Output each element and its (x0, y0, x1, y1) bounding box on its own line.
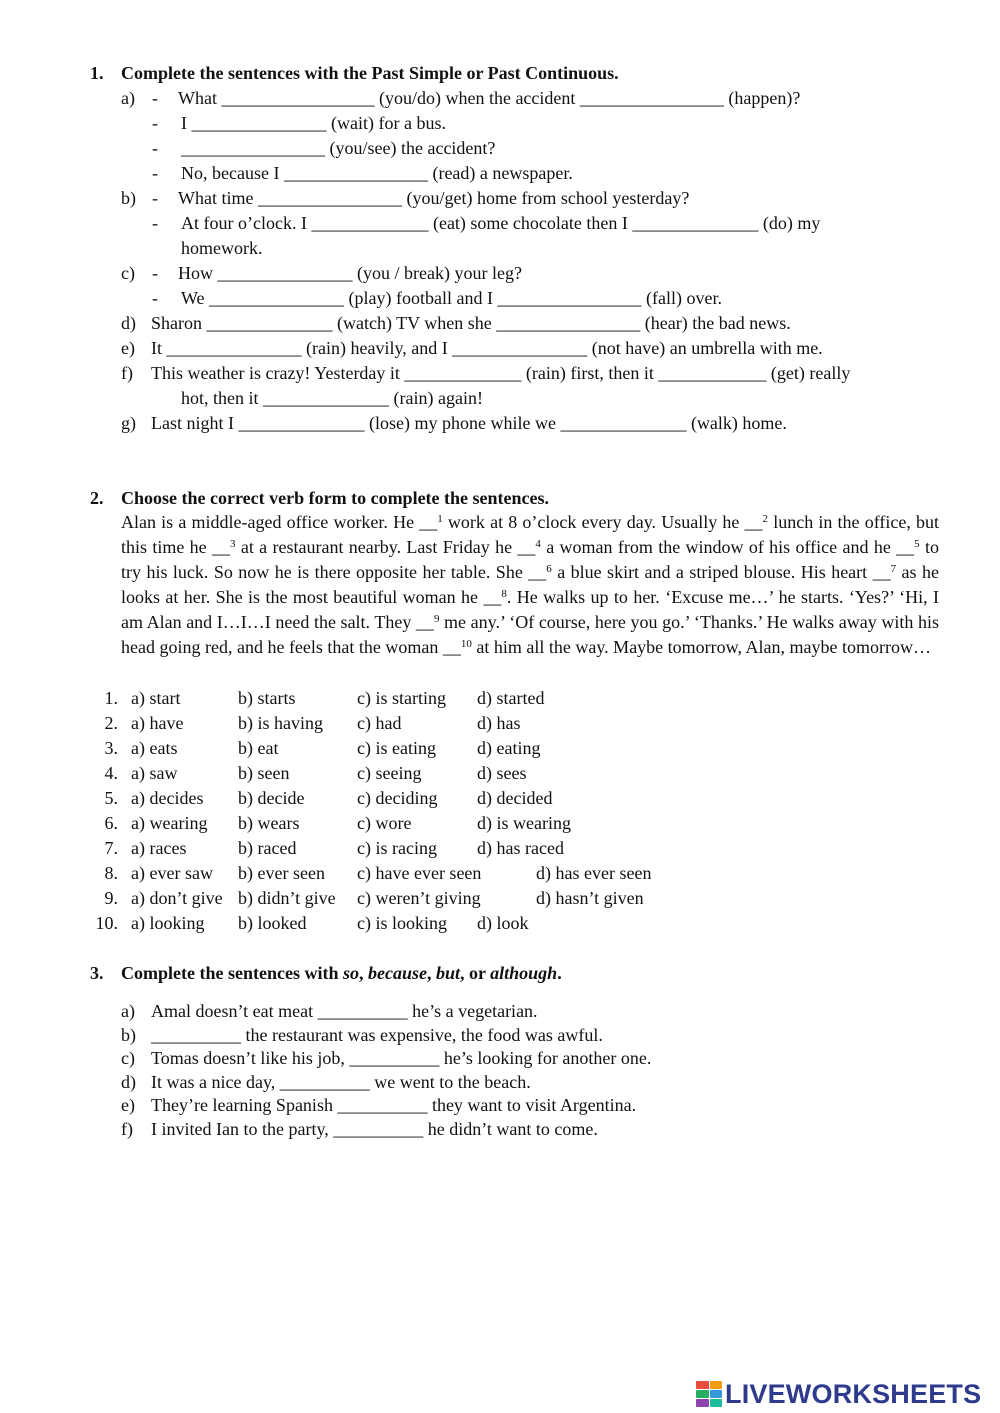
option-c: c) wore (357, 813, 412, 833)
exercise-sentence: It was a nice day, __________ we went to the beach. (151, 1072, 531, 1092)
question-number: 1. (104, 688, 118, 708)
bullet-dash: - (152, 288, 158, 308)
option-row (0, 737, 1000, 759)
exercise-label: g) (121, 413, 136, 433)
option-b: b) looked (238, 913, 307, 933)
option-a: a) races (131, 838, 187, 858)
option-row (0, 762, 1000, 784)
exercise-sentence: Last night I ______________ (lose) my phone while we ______________ (walk) home. (151, 413, 787, 433)
exercise-sentence: Tomas doesn’t like his job, __________ he’s looking for another one. (151, 1048, 652, 1068)
exercise-sentence: This weather is crazy! Yesterday it _____________ (rain) first, then it ____________ (get) really (151, 363, 851, 383)
option-b: b) raced (238, 838, 297, 858)
option-c: c) is looking (357, 913, 447, 933)
exercise-sentence: We _______________ (play) football and I ________________ (fall) over. (181, 288, 722, 308)
passage-text: a blue skirt and a striped blouse. His heart __ (551, 562, 891, 582)
liveworksheets-mark-icon (696, 1381, 722, 1407)
option-row (0, 712, 1000, 734)
option-a: a) decides (131, 788, 204, 808)
exercise-sentence: No, because I ________________ (read) a newspaper. (181, 163, 573, 183)
option-c: c) deciding (357, 788, 438, 808)
passage-text: me any.’ ‘Of course, here you go.’ ‘Thanks.’ He walks away with his head going red, and he feels that the woman __ (121, 612, 939, 657)
option-d: d) hasn’t given (536, 888, 644, 908)
passage-text: lunch in the office, but this time he __ (121, 512, 940, 557)
logo-mark-cell (696, 1381, 709, 1389)
question-number: 7. (104, 838, 118, 858)
liveworksheets-logo (696, 1379, 981, 1409)
option-c: c) weren’t giving (357, 888, 481, 908)
option-c: c) have ever seen (357, 863, 482, 883)
option-row (0, 837, 1000, 859)
option-d: d) is wearing (477, 813, 571, 833)
exercise-label: f) (121, 1119, 133, 1139)
title-text: , or (459, 963, 491, 983)
question-number: 10. (95, 913, 118, 933)
passage-text: Alan is a middle-aged office worker. He __ (121, 512, 438, 532)
option-d: d) has (477, 713, 521, 733)
exercise-label: f) (121, 363, 133, 383)
option-d: d) started (477, 688, 545, 708)
option-a: a) don’t give (131, 888, 223, 908)
title-keyword: because (367, 963, 427, 983)
exercise-sentence: It _______________ (rain) heavily, and I _______________ (not have) an umbrella with me. (151, 338, 823, 358)
title-text: , (358, 963, 368, 983)
passage-text: at a restaurant nearby. Last Friday he __ (235, 537, 536, 557)
option-d: d) has raced (477, 838, 564, 858)
question-number: 9. (104, 888, 118, 908)
bullet-dash: - (152, 163, 158, 183)
exercise-sentence: How _______________ (you / break) your leg? (178, 263, 522, 283)
exercise-label: b) (121, 188, 136, 208)
bullet-dash: - (152, 213, 158, 233)
title-keyword: so (342, 963, 359, 983)
option-row (0, 812, 1000, 834)
exercise-sentence: What _________________ (you/do) when the accident ________________ (happen)? (178, 88, 801, 108)
option-b: b) didn’t give (238, 888, 336, 908)
logo-mark-cell (710, 1399, 723, 1407)
option-a: a) wearing (131, 813, 208, 833)
bullet-dash: - (152, 113, 158, 133)
logo-mark-cell (710, 1381, 723, 1389)
option-b: b) starts (238, 688, 296, 708)
exercise-sentence: ________________ (you/see) the accident? (181, 138, 496, 158)
gap-number: 7 (890, 563, 897, 575)
section-3-number: 3. (90, 963, 104, 983)
gap-number: 6 (546, 563, 552, 575)
option-a: a) have (131, 713, 184, 733)
exercise-label: d) (121, 313, 136, 333)
option-a: a) looking (131, 913, 205, 933)
passage-text: to try his luck. So now he is there opposite her table. She __ (121, 537, 939, 582)
option-row (0, 862, 1000, 884)
passage-text: at him all the way. Maybe tomorrow, Alan, maybe tomorrow… (471, 637, 931, 657)
exercise-sentence: I _______________ (wait) for a bus. (181, 113, 446, 133)
gap-number: 8 (501, 588, 507, 600)
gap-number: 2 (762, 513, 769, 525)
exercise-sentence: Sharon ______________ (watch) TV when she ________________ (hear) the bad news. (151, 313, 791, 333)
exercise-sentence: homework. (181, 238, 263, 258)
question-number: 3. (104, 738, 118, 758)
exercise-sentence: What time ________________ (you/get) home from school yesterday? (178, 188, 690, 208)
option-b: b) decide (238, 788, 305, 808)
bullet-dash: - (152, 88, 158, 108)
option-a: a) saw (131, 763, 178, 783)
option-b: b) is having (238, 713, 323, 733)
passage-text: a woman from the window of his office and he __ (540, 537, 915, 557)
question-number: 8. (104, 863, 118, 883)
question-number: 6. (104, 813, 118, 833)
logo-text: LIVEWORKSHEETS (725, 1378, 982, 1409)
title-text: Complete the sentences with (121, 963, 343, 983)
logo-mark-cell (696, 1399, 709, 1407)
passage-text: as he looks at her. She is the most beautiful woman he __ (121, 562, 939, 607)
section-2-title: Choose the correct verb form to complete the sentences. (121, 488, 550, 508)
title-text: , (426, 963, 436, 983)
option-c: c) is eating (357, 738, 436, 758)
exercise-sentence: hot, then it ______________ (rain) again! (181, 388, 483, 408)
option-c: c) is racing (357, 838, 437, 858)
exercise-sentence: They’re learning Spanish __________ they want to visit Argentina. (151, 1095, 637, 1115)
section-2-number: 2. (90, 488, 104, 508)
exercise-label: a) (121, 88, 135, 108)
gap-number: 1 (437, 513, 443, 525)
passage-text: . He walks up to her. ‘Excuse me…’ he starts. ‘Yes?’ ‘Hi, I am Alan and I…I…I need the salt. They __ (121, 587, 939, 632)
option-c: c) is starting (357, 688, 446, 708)
exercise-label: e) (121, 1095, 135, 1115)
option-d: d) sees (477, 763, 527, 783)
option-b: b) eat (238, 738, 279, 758)
title-keyword: but (435, 963, 460, 983)
passage-text: work at 8 o’clock every day. Usually he __ (442, 512, 763, 532)
exercise-label: a) (121, 1001, 135, 1021)
gap-number: 5 (914, 538, 920, 550)
question-number: 5. (104, 788, 118, 808)
option-row (0, 912, 1000, 934)
exercise-label: e) (121, 338, 135, 358)
question-number: 2. (104, 713, 118, 733)
bullet-dash: - (152, 138, 158, 158)
exercise-sentence: I invited Ian to the party, __________ he didn’t want to come. (151, 1119, 598, 1139)
gap-number: 10 (460, 638, 472, 650)
option-a: a) eats (131, 738, 178, 758)
logo-mark-cell (696, 1390, 709, 1398)
exercise-sentence: __________ the restaurant was expensive, the food was awful. (151, 1025, 603, 1045)
section-1-number: 1. (90, 63, 104, 83)
option-row (0, 887, 1000, 909)
story-passage (121, 510, 939, 660)
exercise-label: d) (121, 1072, 136, 1092)
option-a: a) start (131, 688, 181, 708)
section-1-title: Complete the sentences with the Past Simple or Past Continuous. (121, 63, 619, 83)
gap-number: 4 (535, 538, 541, 550)
option-a: a) ever saw (131, 863, 213, 883)
option-d: d) has ever seen (536, 863, 652, 883)
option-d: d) decided (477, 788, 553, 808)
option-c: c) had (357, 713, 402, 733)
exercise-label: c) (121, 263, 135, 283)
gap-number: 9 (433, 613, 440, 625)
option-b: b) wears (238, 813, 300, 833)
exercise-sentence: At four o’clock. I _____________ (eat) some chocolate then I ______________ (do) my (181, 213, 821, 233)
option-d: d) look (477, 913, 529, 933)
option-row (0, 787, 1000, 809)
option-b: b) ever seen (238, 863, 325, 883)
title-text: . (557, 963, 562, 983)
option-b: b) seen (238, 763, 290, 783)
option-d: d) eating (477, 738, 541, 758)
exercise-label: b) (121, 1025, 136, 1045)
bullet-dash: - (152, 263, 158, 283)
title-keyword: although (490, 963, 558, 983)
logo-mark-cell (710, 1390, 723, 1398)
exercise-label: c) (121, 1048, 135, 1068)
option-c: c) seeing (357, 763, 422, 783)
question-number: 4. (104, 763, 118, 783)
gap-number: 3 (230, 538, 236, 550)
exercise-sentence: Amal doesn’t eat meat __________ he’s a vegetarian. (151, 1001, 538, 1021)
section-3-title (121, 962, 562, 984)
option-row (0, 687, 1000, 709)
bullet-dash: - (152, 188, 158, 208)
